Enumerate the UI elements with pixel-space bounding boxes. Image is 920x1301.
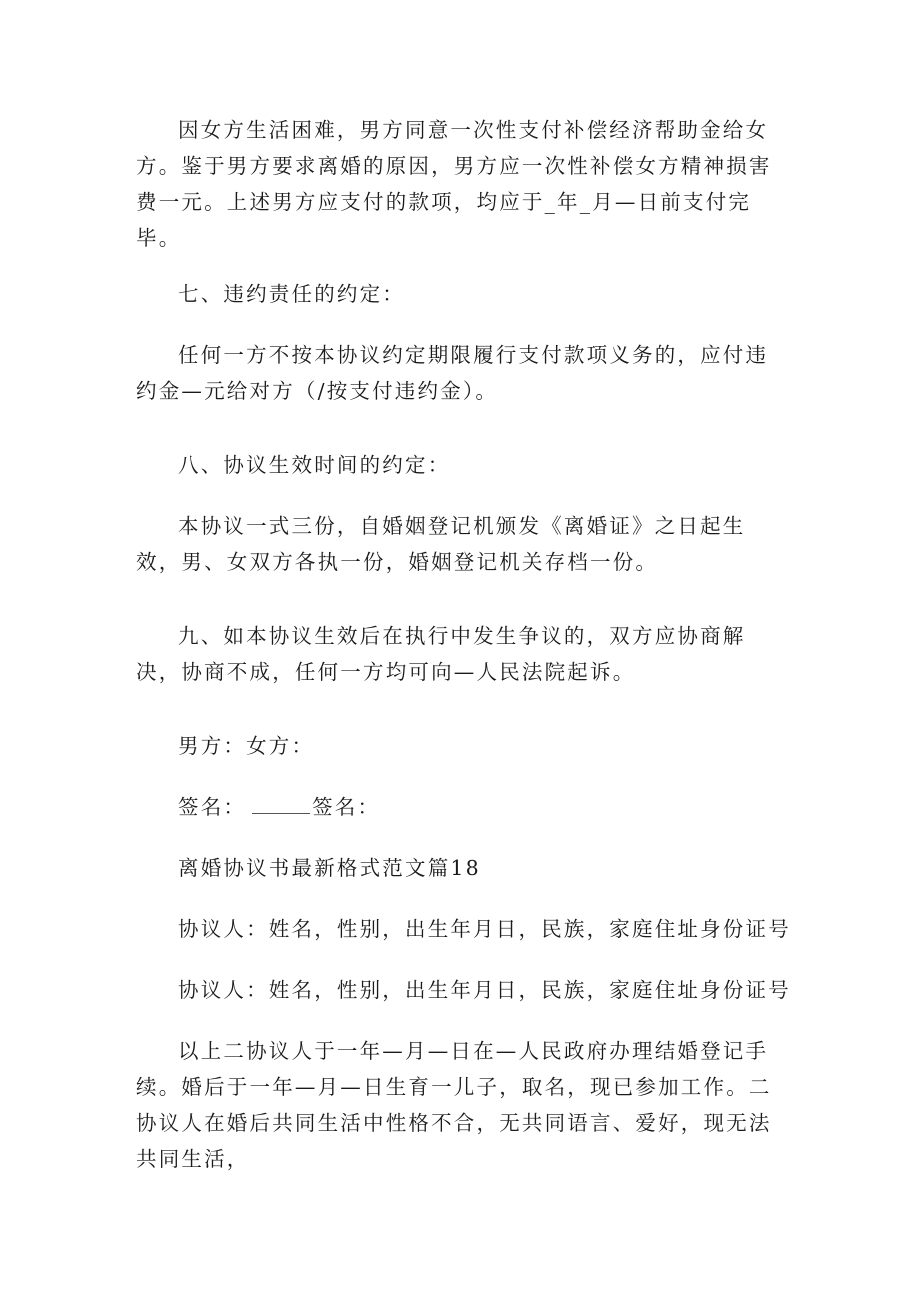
- parties-line: 男方：女方：: [178, 734, 315, 758]
- paragraph-effective-copies: 本协议一式三份，自婚姻登记机颁发《离婚证》之日起生效，男、女双方各执一份，婚姻登记机关存档一份。: [136, 514, 746, 574]
- party-info-2: 协议人：姓名，性别，出生年月日，民族，家庭住址身份证号: [178, 978, 791, 1002]
- signature-left-label: 签名：: [178, 795, 247, 819]
- paragraph-dispute-resolution: 九、如本协议生效后在执行中发生争议的，双方应协商解决，协商不成，任何一方均可向—人民法院起诉。: [136, 624, 746, 684]
- heading-breach-liability: 七、违约责任的约定：: [178, 282, 405, 306]
- paragraph-marriage-history: 以上二协议人于一年—月—日在—人民政府办理结婚登记手续。婚后于一年—月—日生育一儿子，取名，现已参加工作。二协议人在婚后共同生活中性格不合，无共同语言、爱好，现无法共同生活，: [136, 1039, 772, 1171]
- signature-right-label: 签名：: [312, 795, 381, 819]
- section-title-18: 离婚协议书最新格式范文篇18: [178, 856, 481, 880]
- signature-blank: [252, 791, 310, 814]
- heading-effective-time: 八、协议生效时间的约定：: [178, 453, 451, 477]
- signature-line: [178, 789, 380, 825]
- paragraph-compensation: 因女方生活困难，男方同意一次性支付补偿经济帮助金给女方。鉴于男方要求离婚的原因，男方应一次性补偿女方精神损害费一元。上述男方应支付的款项，均应于_年_月—日前支付完毕。: [136, 118, 772, 250]
- party-info-1: 协议人：姓名，性别，出生年月日，民族，家庭住址身份证号: [178, 917, 791, 941]
- paragraph-breach-penalty: 任何一方不按本协议约定期限履行支付款项义务的，应付违约金—元给对方（/按支付违约金）。: [136, 343, 769, 403]
